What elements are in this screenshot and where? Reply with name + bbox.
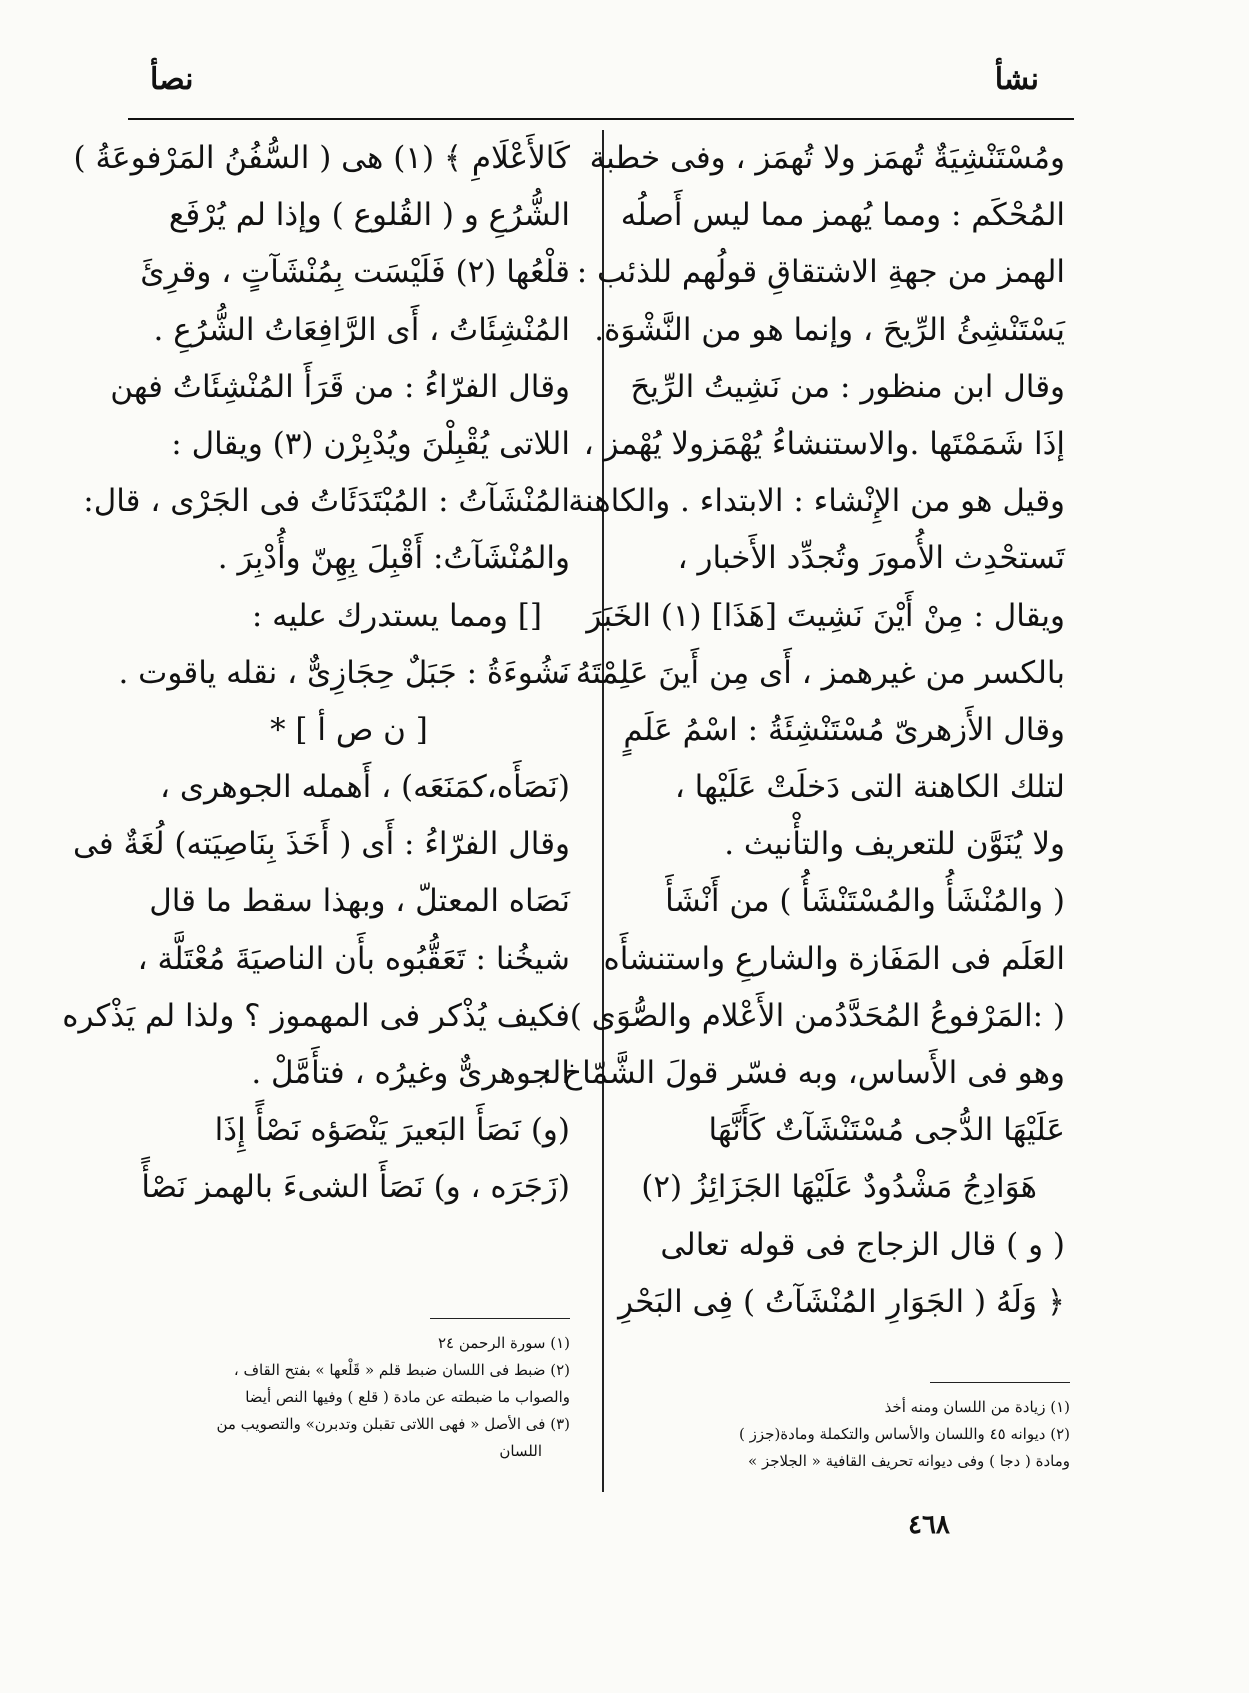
- text-line: قلْعُها (٢) فَلَيْسَت بِمُنْشَآتٍ ، وقرِئَ: [140, 254, 570, 291]
- footnote: اللسان: [499, 1442, 542, 1460]
- footnote: (٢) ضبط فى اللسان ضبط قلم « قَلْعها » بفتح القاف ،: [233, 1361, 570, 1379]
- text-line: نَشُوءَةُ : جَبَلٌ حِجَازِىٌّ ، نقله ياقوت .: [118, 654, 570, 691]
- left-column: [62, 130, 570, 1217]
- text-line: المُحْكَم : ومما يُهمز مما ليس أَصلُه: [620, 197, 1065, 234]
- text-line: ومُسْتَنْشِيَةٌ تُهمَز ولا تُهمَز ، وفى خطبة: [589, 140, 1065, 176]
- footnote: (١) زيادة من اللسان ومنه أخذ: [884, 1398, 1070, 1416]
- text-line: العَلَم فى المَفَازة والشارعِ واستنشأَه: [603, 940, 1065, 977]
- text-line: لتلك الكاهنة التى دَخلَتْ عَلَيْها ،: [674, 769, 1065, 806]
- text-line: نَصَاه المعتلّ ، وبهذا سقط ما قال: [149, 883, 570, 920]
- text-line: والمُنْشَآتُ: أَقْبِلَ بِهِنّ وأُدْبِرَ .: [217, 540, 570, 577]
- footnote: والصواب ما ضبطته عن مادة ( قلع ) وفيها النص أيضا: [245, 1388, 570, 1406]
- footnote: (١) سورة الرحمن ٢٤: [438, 1334, 570, 1352]
- footnotes-left: [128, 1330, 570, 1465]
- text-line: الشُّرُعِ و ( القُلوع ) وإذا لم يُرْفَع: [168, 197, 570, 234]
- footnote-rule: [430, 1318, 570, 1319]
- footnote: (٢) ديوانه ٤٥ واللسان والأساس والتكملة ومادة(جزز ): [739, 1425, 1070, 1443]
- footnotes-right: [625, 1394, 1070, 1475]
- text-line: فكيف يُذْكر فى المهموز ؟ ولذا لم يَذْكره: [62, 997, 570, 1034]
- text-line: تَستحْدِث الأُمورَ وتُجدِّد الأَخبار ،: [677, 540, 1065, 577]
- text-line: الهمز من جهةِ الاشتقاقِ قولُهم للذئب :: [576, 254, 1065, 291]
- text-line: شيخُنا : تَعَقُّبُوه بأَن الناصيَةَ مُعْتَلَّة ،: [137, 940, 570, 977]
- footnote-rule: [930, 1382, 1070, 1383]
- verse-line: هَوَادِجُ مَشْدُودٌ عَلَيْهَا الجَزَائِزُ (٢): [641, 1169, 1037, 1206]
- footnote: ومادة ( دجا ) وفى ديوانه تحريف القافية « الجلاجز »: [748, 1452, 1070, 1470]
- text-line: ( و ) قال الزجاج فى قوله تعالى: [660, 1226, 1065, 1263]
- text-line: بالكسر من غيرهمز ، أَى مِن أَينَ عَلِمْتَهُ ،: [555, 654, 1065, 691]
- text-line: (نَصَأَه،كمَنَعَه) ، أَهمله الجوهرى ،: [160, 769, 570, 806]
- text-line: وقال الأَزهرىّ مُسْتَنْشِئَةُ : اسْمُ عَلَمٍ: [623, 711, 1065, 748]
- text-line: كَالأَعْلَامِ ﴾ (١) هى ( السُّفُنُ المَرْفوعَةُ ): [73, 140, 570, 176]
- text-line: وقال الفرّاءُ : من قَرَأَ المُنْشِئَاتُ فهن: [110, 368, 570, 405]
- text-line: (زَجَرَه ، و) نَصَأَ الشىءَ بالهمز نَصْأً: [141, 1169, 570, 1206]
- text-line: المُنْشَآتُ : المُبْتَدَئَاتُ فى الجَرْى ، قال:: [83, 483, 570, 520]
- header-rule: [128, 118, 1074, 120]
- footnote: (٣) فى الأصل « فهى اللاتى تقبلن وتدبرن» والتصويب من: [216, 1415, 570, 1433]
- text-line: ولا يُنَوَّن للتعريف والتأْنيث .: [724, 826, 1065, 863]
- text-line: ويقال : مِنْ أَيْنَ نَشِيتَ [هَذَا] (١) الخَبَرَ: [586, 597, 1065, 634]
- text-line: وهو فى الأَساس، وبه فسّر قولَ الشَّمّاخ :: [541, 1055, 1065, 1091]
- text-line: وقال ابن منظور : من نَشِيتُ الرِّيحَ: [630, 368, 1065, 405]
- text-line: ( والمُنْشَأُ والمُسْتَنْشَأُ ) من أَنْشَأَ: [665, 883, 1065, 920]
- text-line: وقيل هو من الإِنْشاء : الابتداء . والكاهنة: [568, 483, 1065, 520]
- verse-line: عَلَيْهَا الدُّجى مُسْتَنْشَآتٌ كَأَنَّهَا: [708, 1112, 1065, 1149]
- text-line: ﴿ وَلَهُ ( الجَوَارِ المُنْشَآتُ ) فِى البَحْرِ: [618, 1283, 1065, 1320]
- text-line: اللاتى يُقْبِلْنَ ويُدْبِرْن (٣) ويقال :: [171, 425, 570, 462]
- text-line: وقال الفرّاءُ : أَى ( أَخَذَ بِنَاصِيَته) لُغَةٌ فى: [73, 826, 570, 863]
- right-column: [541, 130, 1065, 1331]
- text-line: الجوهرىٌّ وغيرُه ، فتأَمَّلْ .: [251, 1055, 570, 1091]
- text-line: (و) نَصَأَ البَعيرَ يَنْصَؤه نَصْأً إِذَا: [214, 1112, 570, 1149]
- header-entry-left: نصأ: [150, 62, 194, 97]
- page-number: ٤٦٨: [908, 1510, 950, 1540]
- text-line: ( :المَرْفوعُ المُحَدَّدُمن الأَعْلام والصُّوَى ): [569, 997, 1065, 1034]
- entry-heading: [ ن ص أ ] *: [270, 711, 428, 748]
- text-line: يَسْتَنْشِئُ الرِّيحَ ، وإنما هو من النَّشْوَة.: [594, 311, 1065, 348]
- header-entry-right: نشأ: [994, 62, 1039, 97]
- text-line: [] ومما يستدرك عليه :: [251, 597, 542, 634]
- text-line: إذَا شَمَمْتَها .والاستنشاءُ يُهْمَزولا يُهْمز ،: [583, 425, 1065, 462]
- text-line: المُنْشِئَاتُ ، أَى الرَّافِعَاتُ الشُّرُعِ .: [153, 311, 570, 348]
